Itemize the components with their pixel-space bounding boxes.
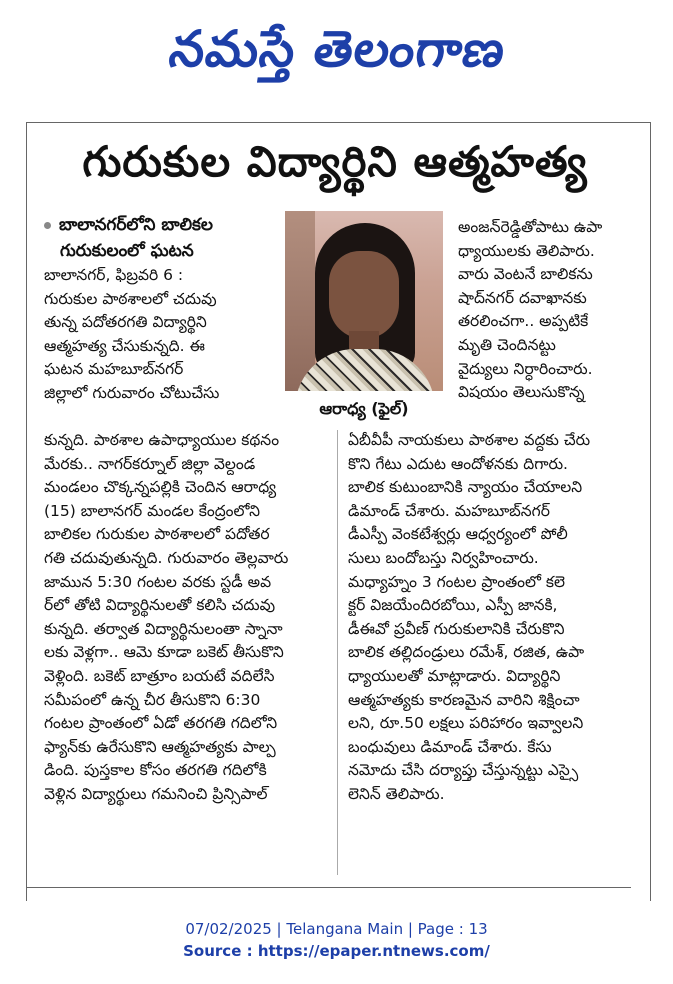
text-line: ఆత్మహత్య చేసుకున్నది. ఈ: [44, 336, 205, 355]
photo-caption: ఆరాధ్య (ఫైల్): [319, 399, 409, 418]
text-line: డింది. పుస్తకాల కోసం తరగతి గదిలోకి: [44, 761, 267, 780]
text-line: వారు వెంటనే బాలికను: [458, 265, 593, 284]
student-photo: [285, 211, 443, 391]
text-line: క్టర్ విజయేందిరబోయి, ఎస్పీ జానకి,: [348, 596, 558, 615]
article-headline: గురుకుల విద్యార్థిని ఆత్మహత్య: [82, 137, 588, 186]
text-line: ఘటన మహబూబ్‌నగర్: [44, 360, 184, 379]
text-line: మధ్యాహ్నం 3 గంటల ప్రాంతంలో కలె: [348, 572, 565, 591]
text-line: వైద్యులు నిర్ధారించారు.: [458, 359, 593, 378]
text-line: లెనిన్ తెలిపారు.: [348, 784, 445, 803]
article-column-right-top: [458, 216, 638, 405]
text-line: సులు బందోబస్తు నిర్వహించారు.: [348, 548, 539, 567]
article-subheading: [44, 212, 280, 264]
text-line: వెళ్లిన విద్యార్థులు గమనించి ప్రిన్సిపాల్: [44, 784, 268, 803]
article-column-left-bottom: [44, 429, 326, 807]
text-line: ర్‌లో తోటి విద్యార్థినులతో కలిసి చదువు: [44, 596, 276, 615]
subheading-line-1: బాలానగర్‌లోని బాలికల: [59, 215, 213, 235]
text-line: ఆత్మహత్యకు కారణమైన వారిని శిక్షించా: [348, 690, 580, 709]
text-line: జిల్లాలో గురువారం చోటుచేసు: [44, 383, 220, 402]
text-line: నమోదు చేసి దర్యాప్తు చేస్తున్నట్టు ఎస్సై: [348, 761, 579, 780]
text-line: ఫ్యాన్‌కు ఉరేసుకొని ఆత్మహత్యకు పాల్ప: [44, 737, 276, 756]
page-footer: [0, 918, 673, 962]
text-line: ధ్యాయులతో మాట్లాడారు. విద్యార్థిని: [348, 666, 561, 685]
text-line: డిమాండ్ చేశారు. మహబూబ్‌నగర్: [348, 501, 550, 520]
text-line: కున్నది. పాఠశాల ఉపాధ్యాయుల కథనం: [44, 431, 280, 449]
text-line: లకు వెళ్లగా.. ఆమె కూడా బకెట్ తీసుకొని: [44, 643, 284, 662]
text-line: కొని గేటు ఎదుట ఆందోళనకు దిగారు.: [348, 454, 568, 473]
subheading-line-2: గురుకులంలో ఘటన: [60, 241, 194, 261]
newspaper-logo: నమస్తే తెలంగాణ: [165, 19, 510, 78]
text-line: మేరకు.. నాగర్‌కర్నూల్ జిల్లా వెల్దండ: [44, 454, 256, 473]
text-line: ధ్యాయులకు తెలిపారు.: [458, 241, 595, 260]
text-line: కున్నది. తర్వాత విద్యార్థినులంతా స్నానా: [44, 619, 283, 638]
article-column-left-top: [44, 264, 280, 406]
footer-source: Source : https://epaper.ntnews.com/: [183, 942, 490, 960]
text-line: బాలానగర్, ఫిబ్రవరి 6 :: [44, 266, 184, 284]
text-line: అంజన్‌రెడ్డితోపాటు ఉపా: [458, 218, 603, 236]
text-line: తరలించగా.. అప్పటికే: [458, 312, 589, 331]
text-line: మృతి చెందినట్టు: [458, 335, 556, 354]
text-line: గతి చదువుతున్నది. గురువారం తెల్లవారు: [44, 548, 289, 567]
text-line: విషయం తెలుసుకొన్న: [458, 383, 585, 402]
column-divider: [337, 430, 338, 875]
text-line: సమీపంలో ఉన్న చీర తీసుకొని 6:30: [44, 690, 261, 709]
text-line: గురుకుల పాఠశాలలో చదువు: [44, 289, 217, 308]
text-line: జామున 5:30 గంటల వరకు స్టడీ అవ: [44, 572, 272, 591]
text-line: లని, రూ.50 లక్షలు పరిహారం ఇవ్వాలని: [348, 714, 584, 733]
text-line: మండలం చొక్కన్నపల్లికి చెందిన ఆరాధ్య: [44, 478, 277, 497]
text-line: బంధువులు డిమాండ్ చేశారు. కేసు: [348, 737, 552, 756]
footer-date-edition: 07/02/2025 | Telangana Main | Page : 13: [185, 920, 488, 938]
text-line: ఏబీవీపీ నాయకులు పాఠశాల వద్దకు చేరు: [348, 431, 591, 449]
text-line: తున్న పదోతరగతి విద్యార్థిని: [44, 313, 207, 332]
text-line: డీఎస్పీ వెంకటేశ్వర్లు ఆధ్వర్యంలో పోలీ: [348, 525, 568, 544]
text-line: షాద్‌నగర్ దవాఖానకు: [458, 288, 587, 307]
text-line: వెళ్లింది. బకెట్ బాత్రూం బయటే వదిలేసి: [44, 666, 275, 685]
text-line: బాలిక కుటుంబానికి న్యాయం చేయాలని: [348, 478, 583, 497]
article-column-right-bottom: [348, 429, 634, 807]
text-line: డీఈవో ప్రవీణ్ గురుకులానికి చేరుకొని: [348, 619, 565, 638]
bullet-icon: [44, 222, 51, 229]
text-line: (15) బాలానగర్ మండల కేంద్రంలోని: [44, 501, 260, 520]
text-line: బాలికల గురుకుల పాఠశాలలో పదోతర: [44, 525, 270, 544]
text-line: బాలిక తల్లిదండ్రులు రమేశ్, రజిత, ఉపా: [348, 643, 585, 662]
clipping-bottom-border: [26, 887, 631, 888]
text-line: గంటల ప్రాంతంలో ఏడో తరగతి గదిలోని: [44, 714, 278, 733]
masthead: [0, 0, 673, 110]
